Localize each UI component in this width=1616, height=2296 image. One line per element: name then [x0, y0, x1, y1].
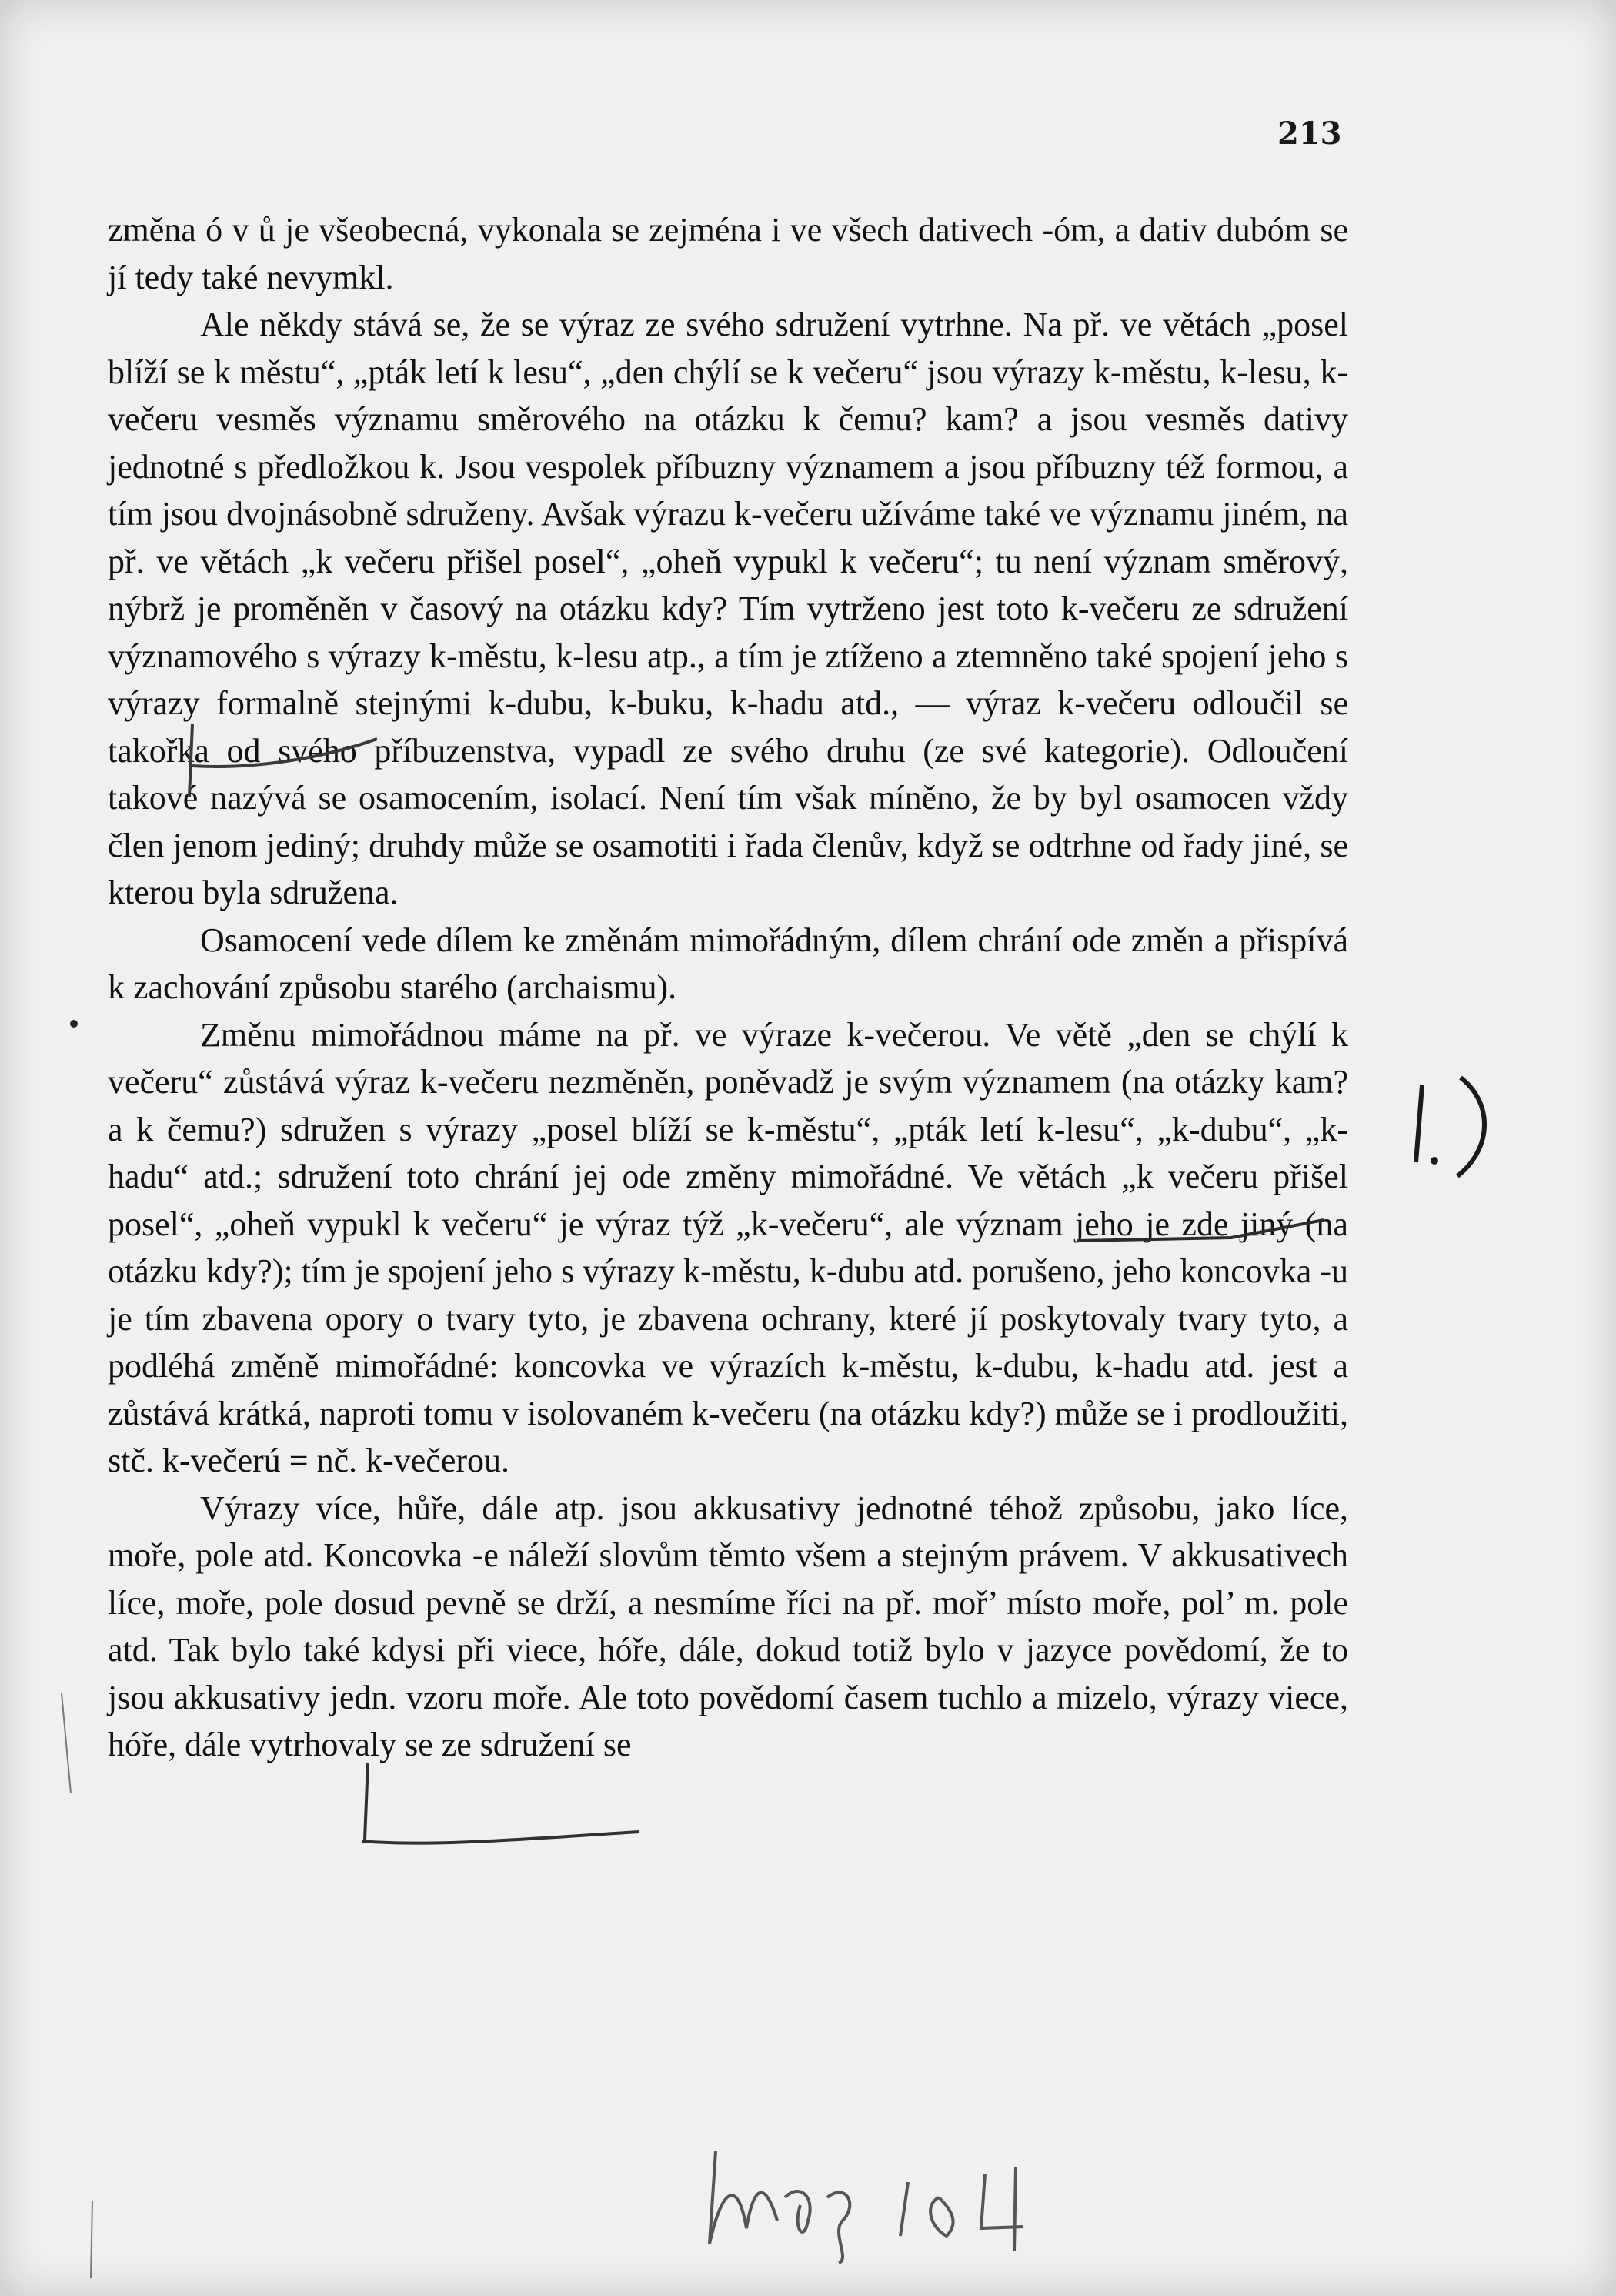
paragraph-5: Výrazy více, hůře, dále atp. jsou akkusativy jednotné téhož způsobu, jako líce, moře, pole atd. Koncovka -e náleží slovům těmto všem a stejným právem. V akkusativech líce, moře, pole dosud pevně se drží, a nesmíme říci na př. moř’ místo moře, pol’ m. pole atd. Tak bylo také kdysi při viece, hóře, dále, dokud totiž bylo v jazyce povědomí, že to jsou akkusativy jedn. vzoru moře. Ale toto povědomí časem tuchlo a mizelo, výrazy viece, hóře, dále vytrhovaly se ze sdružení se	[108, 1489, 1348, 1763]
paragraph-2: Ale někdy stává se, že se výraz ze svého sdružení vytrhne. Na př. ve větách „posel blíží se k městu“, „pták letí k lesu“, „den chýlí se k večeru“ jsou výrazy k-městu, k-lesu, k-večeru vesměs významu směrového na otázku k čemu? kam? a jsou vesměs dativy jednotné s předložkou k. Jsou vespolek příbuzny významem a jsou příbuzny též formou, a tím jsou dvojnásobně sdruženy. Avšak výrazu k-večeru užíváme také ve významu jiném, na př. ve větách „k večeru přišel posel“, „oheň vypukl k večeru“; tu není význam směrový, nýbrž je proměněn v časový na otázku kdy? Tím vytrženo jest toto k-večeru ze sdružení významového s výrazy k-městu, k-lesu atp., a tím je ztíženo a ztemněno také spojení jeho s výrazy formalně stejnými k-dubu, k-buku, k-hadu atd., — výraz k-večeru odloučil se takořka od svého příbuzenstva, vypadl ze svého druhu (ze své kategorie). Odloučení takové nazývá se osamocením, isolací. Není tím však míněno, že by byl osamocen vždy člen jenom jediný; druhdy může se osamotiti i řada členův, když se odtrhne od řady jiné, se kterou byla sdružena.	[108, 306, 1348, 911]
paragraph-3: Osamocení vede dílem ke změnám mimořádným, dílem chrání ode změn a přispívá k zachování způsobu starého (archaismu).	[108, 921, 1348, 1006]
marginal-note-mark	[1401, 1062, 1524, 1185]
paragraph-1: změna ó v ů je všeobecná, vykonala se zejména i ve všech dativech -óm, a dativ dubóm se jí tedy také nevymkl.	[108, 211, 1348, 296]
bottom-scribble-mark	[693, 2136, 1093, 2267]
paragraph-4: Změnu mimořádnou máme na př. ve výraze k-večerou. Ve větě „den se chýlí k večeru“ zůstává výraz k-večeru nezměněn, poněvadž je svým významem (na otázky kam? a k čemu?) sdružen s výrazy „posel blíží se k-městu“, „pták letí k-lesu“, „k-dubu“, „k-hadu“ atd.; sdružení toto chrání jej ode změny mimořádné. Ve větách „k večeru přišel posel“, „oheň vypukl k večeru“ je výraz týž „k-večeru“, ale význam jeho je zde jiný (na otázku kdy?); tím je spojení jeho s výrazy k-městu, k-dubu atd. porušeno, jeho koncovka -u je tím zbavena opory o tvary tyto, je zbavena ochrany, které jí poskytovaly tvary tyto, a podléhá změně mimořádné: koncovka ve výrazích k-městu, k-dubu, k-hadu atd. jest a zůstává krátká, naproti tomu v isolovaném k-večeru (na otázku kdy?) může se i prodloužiti, stč. k-večerú = nč. k-večerou.	[108, 1015, 1348, 1479]
page-number: 213	[1277, 115, 1342, 152]
body-text	[108, 206, 1348, 1769]
